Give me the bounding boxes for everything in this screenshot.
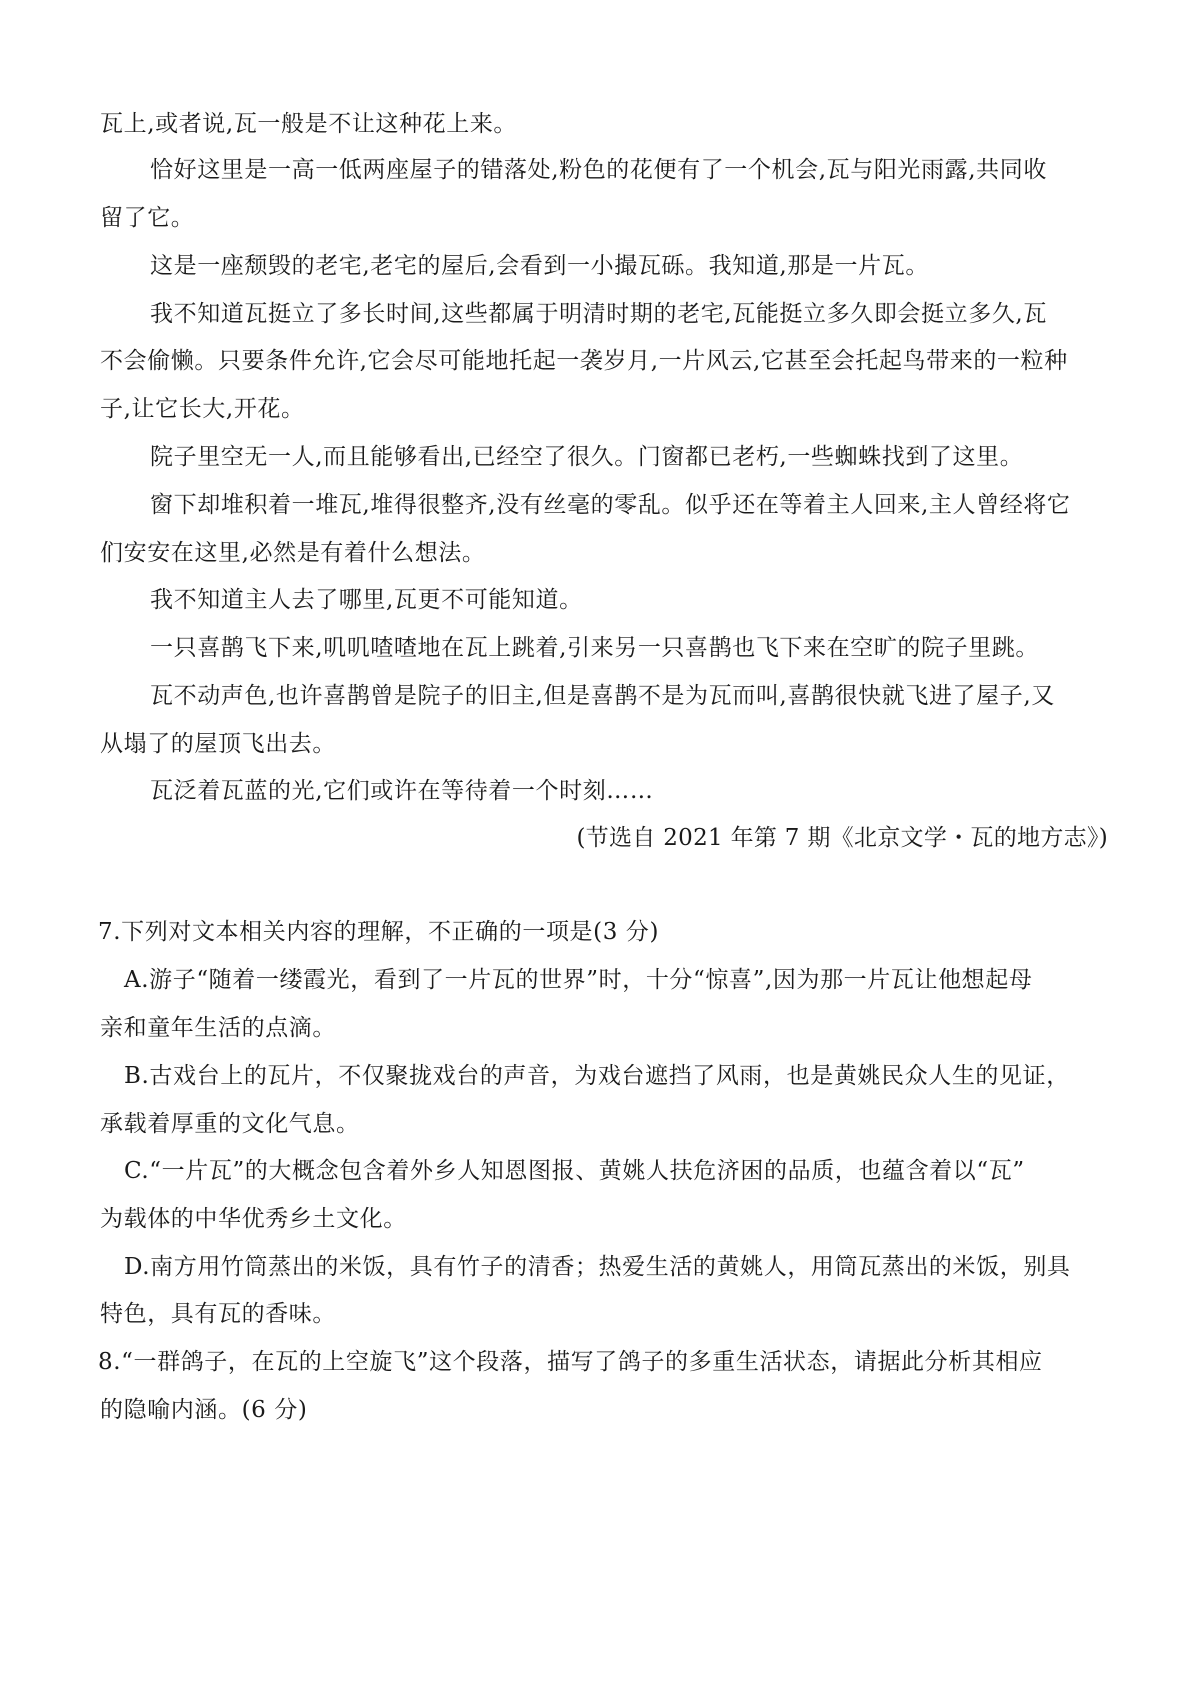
passage-line: 我不知道主人去了哪里,瓦更不可能知道。 <box>150 587 583 613</box>
question-7-option-d: D.南方用竹筒蒸出的米饭，具有竹子的清香；热爱生活的黄姚人，用筒瓦蒸出的米饭，别具 <box>124 1254 1071 1280</box>
passage-line: 这是一座颓毁的老宅,老宅的屋后,会看到一小撮瓦砾。我知道,那是一片瓦。 <box>150 253 929 279</box>
question-7-option-c-cont: 为载体的中华优秀乡土文化。 <box>100 1206 407 1232</box>
passage-line: 我不知道瓦挺立了多长时间,这些都属于明清时期的老宅,瓦能挺立多久即会挺立多久,瓦 <box>150 301 1047 327</box>
question-7-option-c: C.“一片瓦”的大概念包含着外乡人知恩图报、黄姚人扶危济困的品质，也蕴含着以“瓦” <box>124 1158 1025 1184</box>
passage-line: 从塌了的屋顶飞出去。 <box>100 731 336 757</box>
question-7-option-a-cont: 亲和童年生活的点滴。 <box>100 1015 336 1041</box>
passage-line: 恰好这里是一高一低两座屋子的错落处,粉色的花便有了一个机会,瓦与阳光雨露,共同收 <box>150 157 1047 183</box>
question-7-option-d-cont: 特色，具有瓦的香味。 <box>100 1301 336 1327</box>
passage-line: 瓦泛着瓦蓝的光,它们或许在等待着一个时刻…… <box>150 778 654 804</box>
passage-line: 院子里空无一人,而且能够看出,已经空了很久。门窗都已老朽,一些蜘蛛找到了这里。 <box>150 444 1024 470</box>
passage-line: 瓦不动声色,也许喜鹊曾是院子的旧主,但是喜鹊不是为瓦而叫,喜鹊很快就飞进了屋子,又 <box>150 683 1055 709</box>
passage-line: 不会偷懒。只要条件允许,它会尽可能地托起一袭岁月,一片风云,它甚至会托起鸟带来的一粒种 <box>100 348 1068 374</box>
question-8-stem-cont: 的隐喻内涵。(6 分) <box>100 1397 308 1423</box>
question-8-stem: 8.“一群鸽子，在瓦的上空旋飞”这个段落，描写了鸽子的多重生活状态，请据此分析其相应 <box>98 1349 1043 1375</box>
passage-line: 一只喜鹊飞下来,叽叽喳喳地在瓦上跳着,引来另一只喜鹊也飞下来在空旷的院子里跳。 <box>150 635 1040 661</box>
question-7-option-b-cont: 承载着厚重的文化气息。 <box>100 1111 360 1137</box>
question-7-option-a: A.游子“随着一缕霞光，看到了一片瓦的世界”时，十分“惊喜”,因为那一片瓦让他想起母 <box>124 967 1033 993</box>
passage-line: 子,让它长大,开花。 <box>100 396 305 422</box>
passage-line: 瓦上,或者说,瓦一般是不让这种花上来。 <box>100 111 518 137</box>
passage-source: (节选自 2021 年第 7 期《北京文学・瓦的地方志》) <box>576 825 1108 851</box>
passage-line: 们安安在这里,必然是有着什么想法。 <box>100 540 486 566</box>
passage-line: 窗下却堆积着一堆瓦,堆得很整齐,没有丝毫的零乱。似乎还在等着主人回来,主人曾经将它 <box>150 492 1071 518</box>
passage-line: 留了它。 <box>100 205 195 231</box>
question-7-stem: 7.下列对文本相关内容的理解，不正确的一项是(3 分) <box>98 919 660 945</box>
question-7-option-b: B.古戏台上的瓦片，不仅聚拢戏台的声音，为戏台遮挡了风雨，也是黄姚民众人生的见证， <box>124 1063 1070 1089</box>
